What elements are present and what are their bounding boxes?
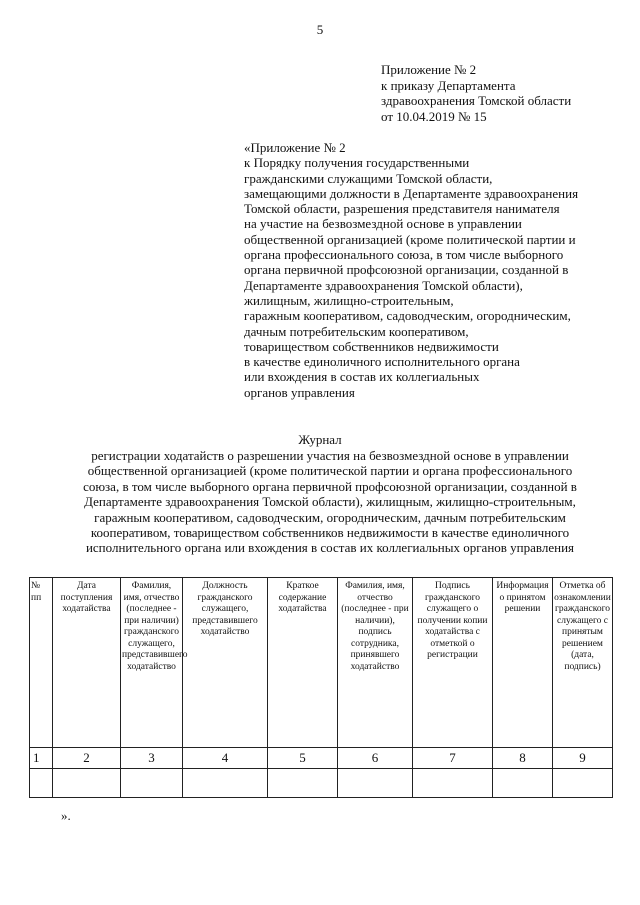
page-number: 5: [316, 22, 324, 37]
quote-line: замещающими должности в Департаменте здравоохранения: [244, 185, 579, 201]
appendix-header: [381, 62, 571, 124]
table-header-cell: Информация о принятом решении: [493, 578, 553, 748]
table-cell: [30, 769, 53, 798]
quote-line: гражданскими служащими Томской области,: [244, 170, 493, 186]
column-number-cell: 6: [338, 748, 413, 769]
column-number-cell: 2: [53, 748, 121, 769]
journal-description-line: регистрации ходатайств о разрешении участия на безвозмездной основе в управлении: [91, 448, 569, 463]
table-cell: [338, 769, 413, 798]
table-header-cell: Краткое содержание ходатайства: [268, 578, 338, 748]
quote-line: органа профессионального союза, в том числе выборного: [244, 247, 564, 263]
quote-line: к Порядку получения государственными: [244, 155, 470, 171]
table-cell: [121, 769, 183, 798]
journal-description: [60, 448, 600, 556]
column-number-cell: 7: [413, 748, 493, 769]
table-header-cell: Подпись гражданского служащего о получении копии ходатайства с отметкой о регистрации: [413, 578, 493, 748]
column-number-cell: 8: [493, 748, 553, 769]
appendix-line: здравоохранения Томской области: [381, 93, 572, 108]
journal-description-line: общественной организацией (кроме политической партии и органа профессионального: [87, 463, 573, 479]
table-cell: [183, 769, 268, 798]
table-header-cell: Фамилия, имя, отчество (последнее - при наличии), подпись сотрудника, принявшего ходатайство: [338, 578, 413, 748]
table-row: [30, 769, 613, 798]
quote-line: товариществом собственников недвижимости: [244, 338, 499, 354]
table-cell: [413, 769, 493, 798]
quote-line: Департаменте здравоохранения Томской области),: [244, 277, 523, 293]
quote-line: жилищным, жилищно-строительным,: [244, 292, 454, 308]
journal-title: Журнал: [298, 432, 342, 447]
table-header-cell: Фамилия, имя, отчество (последнее - при наличии) гражданского служащего, представившего ходатайство: [121, 578, 183, 748]
quote-line: на участие на безвозмездной основе в управлении: [244, 216, 522, 232]
journal-description-line: кооперативом, товариществом собственников недвижимости в качестве единоличного: [90, 525, 570, 541]
quote-line: общественной организацией (кроме политической партии и: [244, 231, 576, 247]
table-header-cell: № пп: [30, 578, 53, 748]
table-header-cell: Дата поступления ходатайства: [53, 578, 121, 748]
table-header-cell: Должность гражданского служащего, представившего ходатайство: [183, 578, 268, 748]
quote-line: дачным потребительским кооперативом,: [244, 323, 469, 339]
quote-line: Томской области, разрешения представителя нанимателя: [244, 201, 560, 217]
table-header-row: [30, 578, 613, 748]
column-number-cell: 9: [553, 748, 613, 769]
column-number-cell: 4: [183, 748, 268, 769]
quote-line: органов управления: [244, 384, 355, 400]
column-number-cell: 5: [268, 748, 338, 769]
quote-line: органа первичной профсоюзной организации, созданной в: [244, 262, 569, 278]
column-number-cell: 3: [121, 748, 183, 769]
column-number-cell: 1: [30, 748, 53, 769]
appendix-line: к приказу Департамента: [381, 77, 516, 93]
table-cell: [553, 769, 613, 798]
quote-line: в качестве единоличного исполнительного органа: [244, 354, 520, 370]
closing-quote: ».: [61, 808, 71, 823]
column-number-row: [30, 748, 613, 769]
quote-line: или вхождения в состав их коллегиальных: [244, 369, 480, 385]
journal-description-line: союза, в том числе выборного органа первичной профсоюзной организации, созданной в: [83, 478, 577, 494]
table-header-cell: Отметка об ознакомлении гражданского служащего с принятым решением (дата, подпись): [553, 578, 613, 748]
journal-description-line: Департаменте здравоохранения Томской области), жилищным, жилищно-строительным,: [84, 494, 576, 510]
quote-line: гаражным кооперативом, садоводческим, огородническим,: [244, 308, 571, 324]
table-cell: [493, 769, 553, 798]
journal-description-line: гаражным кооперативом, садоводческим, огородническим, дачным потребительским: [94, 509, 566, 525]
table-cell: [53, 769, 121, 798]
appendix-line: Приложение № 2: [381, 62, 477, 77]
journal-description-line: исполнительного органа или вхождения в состав их коллегиальных органов управления: [85, 540, 575, 556]
appendix-line: от 10.04.2019 № 15: [381, 108, 487, 124]
quoted-appendix-block: [244, 140, 578, 400]
registry-table: [29, 577, 613, 798]
table-cell: [268, 769, 338, 798]
quote-line: «Приложение № 2: [244, 140, 346, 155]
